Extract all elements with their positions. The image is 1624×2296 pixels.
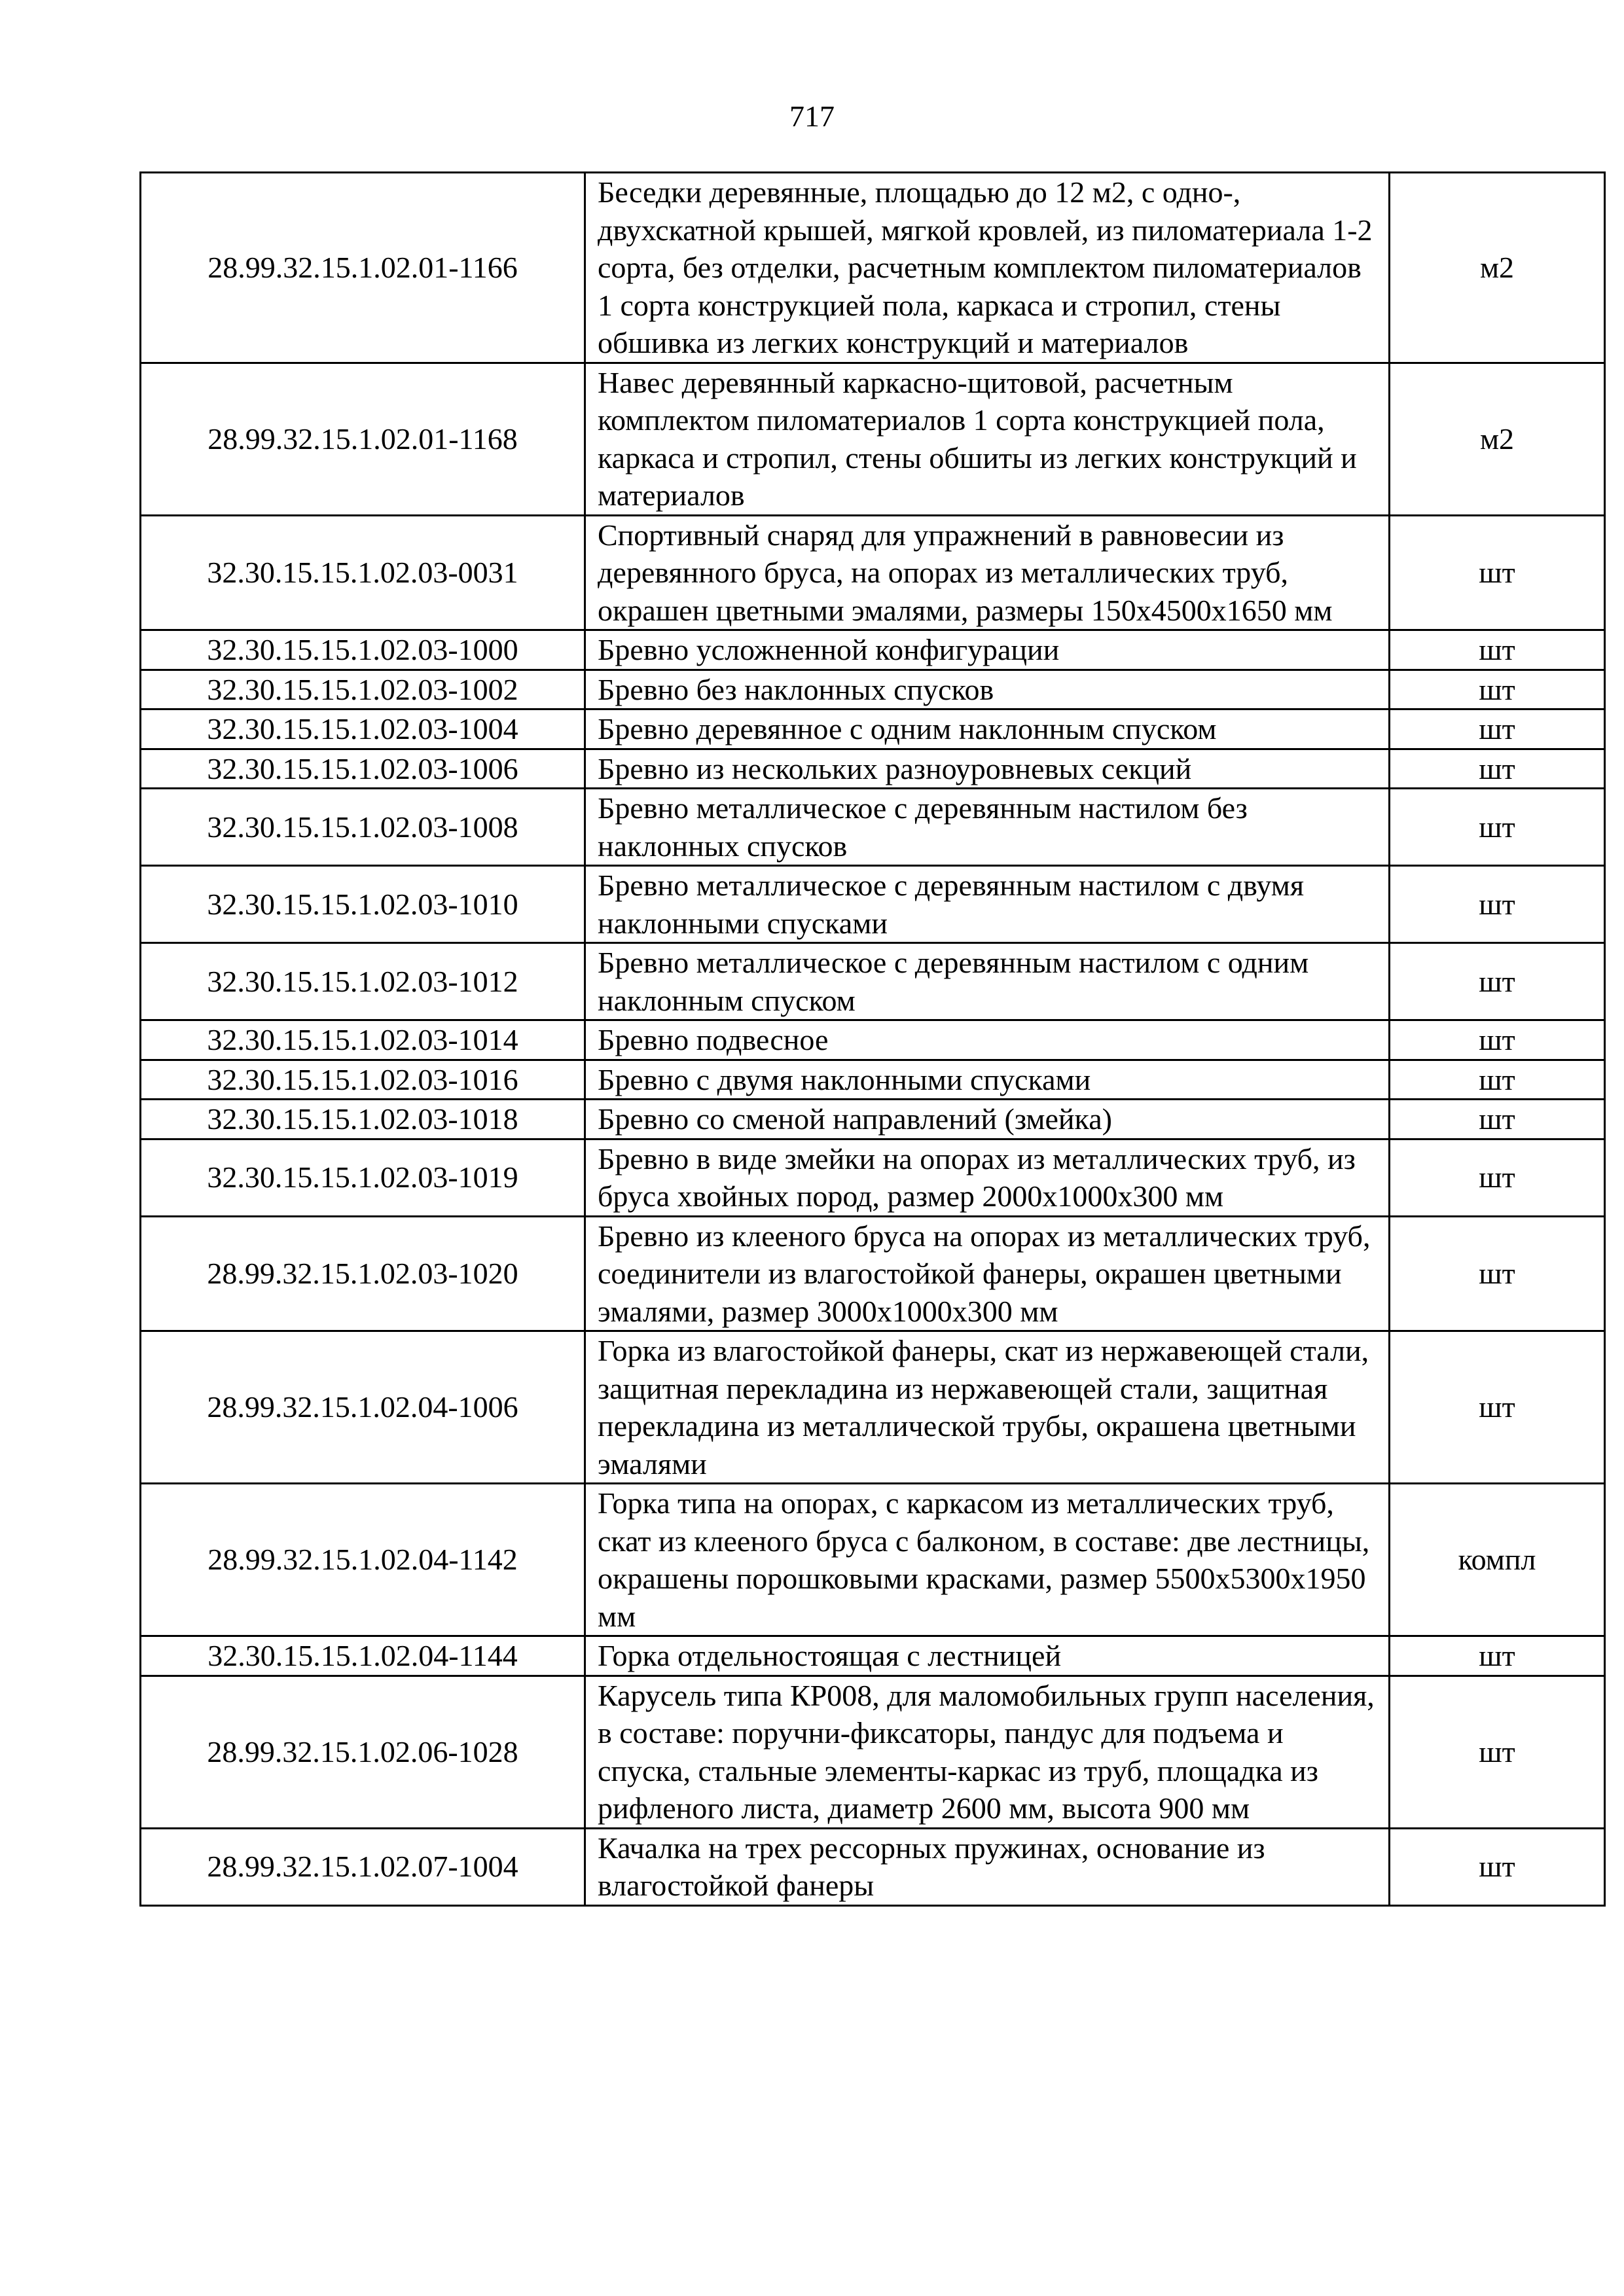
table-row [141, 749, 1605, 789]
table-row [141, 1676, 1605, 1828]
row-unit: шт [1390, 1331, 1605, 1484]
row-unit: шт [1390, 670, 1605, 709]
row-code: 32.30.15.15.1.02.03-1008 [141, 789, 585, 866]
row-description: Карусель типа КР008, для маломобильных групп населения, в составе: поручни-фиксаторы, пандус для подъема и спуска, стальные элементы-каркас из труб, площадка из рифленого листа, диаметр 2600 мм, высота 900 мм [585, 1676, 1390, 1828]
row-unit: шт [1390, 1676, 1605, 1828]
table-row [141, 1020, 1605, 1060]
row-description: Бревно со сменой направлений (змейка) [585, 1100, 1390, 1139]
table-row [141, 1331, 1605, 1484]
row-unit: компл [1390, 1484, 1605, 1636]
table-row [141, 173, 1605, 363]
row-unit: шт [1390, 630, 1605, 670]
row-description: Беседки деревянные, площадью до 12 м2, с одно-, двухскатной крышей, мягкой кровлей, из пиломатериала 1-2 сорта, без отделки, расчетным комплектом пиломатериалов 1 сорта конструкцией пола, каркаса и стропил, стены обшивка из легких конструкций и материалов [585, 173, 1390, 363]
row-code: 32.30.15.15.1.02.03-1010 [141, 866, 585, 943]
row-code: 32.30.15.15.1.02.03-0031 [141, 515, 585, 630]
row-description: Бревно из нескольких разноуровневых секций [585, 749, 1390, 789]
row-unit: м2 [1390, 363, 1605, 515]
row-code: 28.99.32.15.1.02.03-1020 [141, 1216, 585, 1331]
row-unit: шт [1390, 1216, 1605, 1331]
table-row [141, 1100, 1605, 1139]
table-row [141, 1484, 1605, 1636]
table-row [141, 630, 1605, 670]
resource-table [139, 171, 1606, 1907]
row-code: 32.30.15.15.1.02.03-1019 [141, 1139, 585, 1216]
row-unit: шт [1390, 1020, 1605, 1060]
row-description: Бревно в виде змейки на опорах из металлических труб, из бруса хвойных пород, размер 2000х1000х300 мм [585, 1139, 1390, 1216]
row-unit: шт [1390, 1828, 1605, 1905]
table-row [141, 1216, 1605, 1331]
row-code: 28.99.32.15.1.02.04-1006 [141, 1331, 585, 1484]
row-code: 32.30.15.15.1.02.03-1004 [141, 709, 585, 749]
table-row [141, 943, 1605, 1020]
table-row [141, 866, 1605, 943]
row-description: Бревно усложненной конфигурации [585, 630, 1390, 670]
row-description: Горка из влагостойкой фанеры, скат из нержавеющей стали, защитная перекладина из нержавеющей стали, защитная перекладина из металлической трубы, окрашена цветными эмалями [585, 1331, 1390, 1484]
table-row [141, 1828, 1605, 1905]
row-unit: шт [1390, 749, 1605, 789]
row-unit: шт [1390, 709, 1605, 749]
row-description: Горка отдельностоящая с лестницей [585, 1636, 1390, 1676]
table-row [141, 515, 1605, 630]
row-code: 32.30.15.15.1.02.03-1016 [141, 1060, 585, 1100]
row-code: 32.30.15.15.1.02.03-1002 [141, 670, 585, 709]
row-unit: шт [1390, 1100, 1605, 1139]
table-row [141, 363, 1605, 515]
table-row [141, 709, 1605, 749]
row-code: 28.99.32.15.1.02.01-1166 [141, 173, 585, 363]
table-row [141, 1636, 1605, 1676]
row-unit: шт [1390, 515, 1605, 630]
row-code: 32.30.15.15.1.02.04-1144 [141, 1636, 585, 1676]
row-code: 32.30.15.15.1.02.03-1000 [141, 630, 585, 670]
row-code: 32.30.15.15.1.02.03-1014 [141, 1020, 585, 1060]
row-description: Бревно металлическое с деревянным настилом с одним наклонным спуском [585, 943, 1390, 1020]
row-description: Бревно подвесное [585, 1020, 1390, 1060]
row-description: Качалка на трех рессорных пружинах, основание из влагостойкой фанеры [585, 1828, 1390, 1905]
row-code: 28.99.32.15.1.02.01-1168 [141, 363, 585, 515]
row-unit: шт [1390, 866, 1605, 943]
row-unit: шт [1390, 943, 1605, 1020]
row-unit: шт [1390, 1139, 1605, 1216]
row-description: Спортивный снаряд для упражнений в равновесии из деревянного бруса, на опорах из металлических труб, окрашен цветными эмалями, размеры 150х4500х1650 мм [585, 515, 1390, 630]
row-description: Бревно деревянное с одним наклонным спуском [585, 709, 1390, 749]
row-description: Бревно металлическое с деревянным настилом без наклонных спусков [585, 789, 1390, 866]
row-description: Бревно из клееного бруса на опорах из металлических труб, соединители из влагостойкой фанеры, окрашен цветными эмалями, размер 3000х1000х300 мм [585, 1216, 1390, 1331]
row-code: 32.30.15.15.1.02.03-1006 [141, 749, 585, 789]
page-number: 717 [789, 99, 835, 133]
row-description: Бревно металлическое с деревянным настилом с двумя наклонными спусками [585, 866, 1390, 943]
row-description: Бревно без наклонных спусков [585, 670, 1390, 709]
row-code: 28.99.32.15.1.02.07-1004 [141, 1828, 585, 1905]
row-code: 32.30.15.15.1.02.03-1012 [141, 943, 585, 1020]
table-row [141, 789, 1605, 866]
row-description: Горка типа на опорах, с каркасом из металлических труб, скат из клееного бруса с балконом, в составе: две лестницы, окрашены порошковыми красками, размер 5500х5300х1950 мм [585, 1484, 1390, 1636]
row-description: Бревно с двумя наклонными спусками [585, 1060, 1390, 1100]
row-unit: шт [1390, 1636, 1605, 1676]
table-row [141, 1139, 1605, 1216]
row-code: 28.99.32.15.1.02.04-1142 [141, 1484, 585, 1636]
row-unit: шт [1390, 1060, 1605, 1100]
row-code: 28.99.32.15.1.02.06-1028 [141, 1676, 585, 1828]
table-row [141, 1060, 1605, 1100]
row-code: 32.30.15.15.1.02.03-1018 [141, 1100, 585, 1139]
row-unit: м2 [1390, 173, 1605, 363]
table-row [141, 670, 1605, 709]
row-description: Навес деревянный каркасно-щитовой, расчетным комплектом пиломатериалов 1 сорта конструкцией пола, каркаса и стропил, стены обшиты из легких конструкций и материалов [585, 363, 1390, 515]
row-unit: шт [1390, 789, 1605, 866]
